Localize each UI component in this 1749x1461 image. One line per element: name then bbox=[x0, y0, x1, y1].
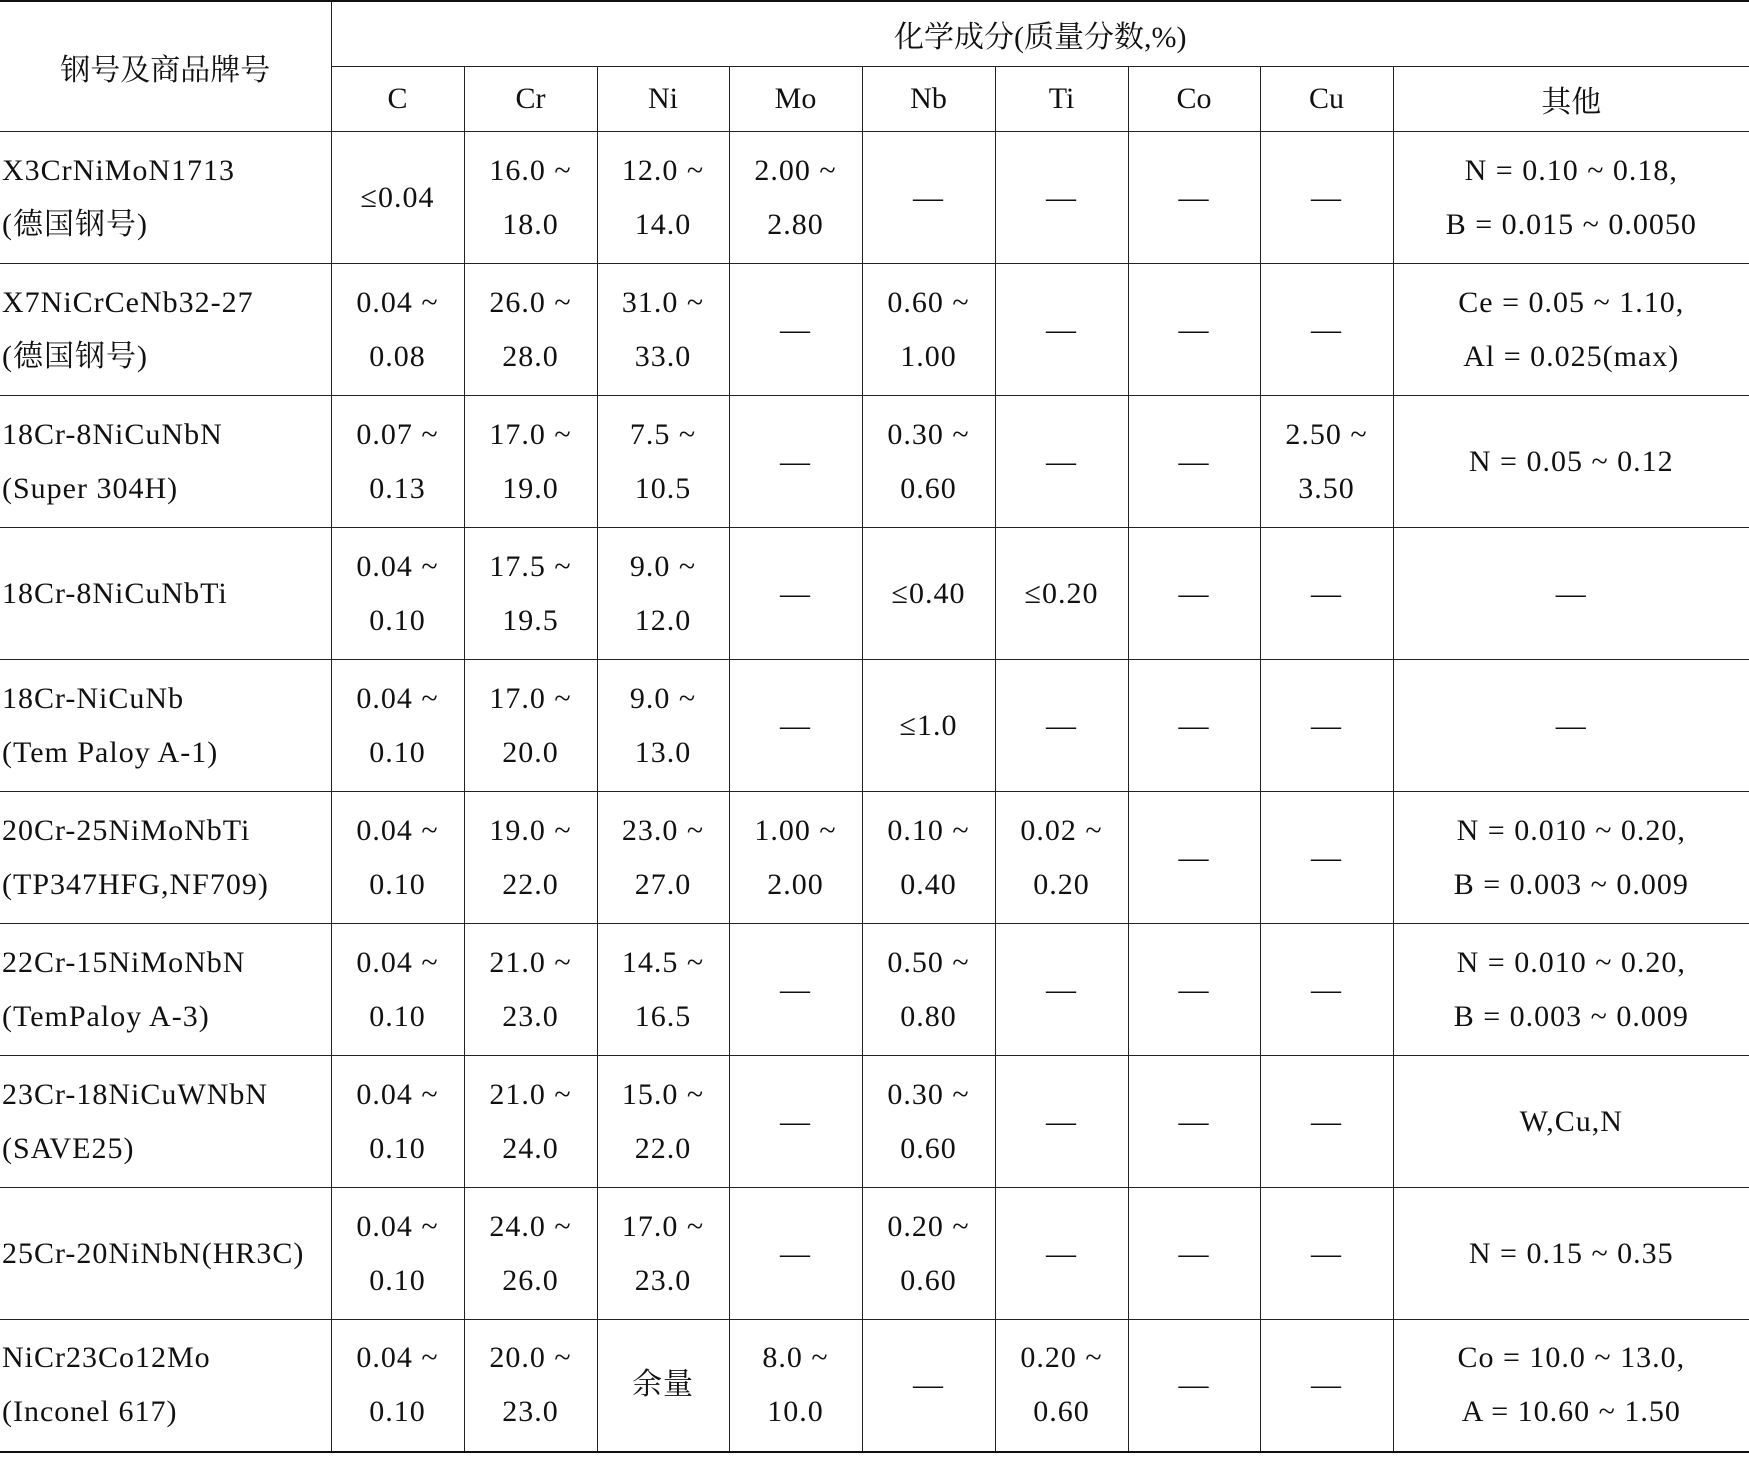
grade-line: 18Cr-8NiCuNbN bbox=[2, 417, 223, 451]
cell-ti bbox=[995, 132, 1128, 264]
cell-line: N = 0.010 ~ 0.20, bbox=[1456, 813, 1686, 847]
cell-nb bbox=[862, 792, 995, 924]
cell-line: 0.04 ~ bbox=[356, 681, 439, 715]
cell-line: 0.02 ~ bbox=[1020, 813, 1103, 847]
cell-line: 0.10 bbox=[369, 1395, 426, 1429]
cell-line: 31.0 ~ bbox=[621, 285, 705, 319]
cell-line: 17.0 ~ bbox=[621, 1209, 705, 1243]
cell-ti bbox=[995, 1320, 1128, 1452]
cell-mo bbox=[729, 132, 862, 264]
cell-line: 22.0 bbox=[502, 867, 559, 901]
cell-c bbox=[331, 660, 464, 792]
grade-cell bbox=[0, 1056, 331, 1188]
cell-ni bbox=[597, 924, 729, 1056]
cell-line: 2.00 ~ bbox=[754, 153, 837, 187]
cell-line: ≤1.0 bbox=[899, 708, 958, 742]
cell-line: 1.00 ~ bbox=[754, 813, 837, 847]
cell-co bbox=[1128, 924, 1260, 1056]
cell-cu bbox=[1260, 1056, 1393, 1188]
cell-line: 0.40 bbox=[900, 867, 957, 901]
cell-ni bbox=[597, 1188, 729, 1320]
cell-mo bbox=[729, 396, 862, 528]
cell-c bbox=[331, 924, 464, 1056]
header-row-group bbox=[0, 1, 1749, 67]
column-header-other: 其他 bbox=[1393, 67, 1749, 132]
cell-line: — bbox=[780, 1104, 811, 1138]
cell-cr bbox=[464, 924, 597, 1056]
grade-line: X7NiCrCeNb32-27 bbox=[2, 285, 254, 319]
cell-cr bbox=[464, 264, 597, 396]
cell-line: — bbox=[1046, 1236, 1077, 1270]
cell-line: — bbox=[1178, 1368, 1210, 1402]
cell-ti bbox=[995, 528, 1128, 660]
grade-line: 18Cr-8NiCuNbTi bbox=[2, 576, 228, 610]
cell-co bbox=[1128, 660, 1260, 792]
cell-mo bbox=[729, 924, 862, 1056]
cell-line: 2.80 bbox=[767, 207, 824, 241]
grade-line: (德国钢号) bbox=[2, 207, 148, 241]
cell-line: 0.10 bbox=[369, 603, 426, 637]
cell-ti bbox=[995, 660, 1128, 792]
grade-cell bbox=[0, 396, 331, 528]
grade-cell bbox=[0, 264, 331, 396]
cell-cr bbox=[464, 1056, 597, 1188]
cell-line: — bbox=[1046, 444, 1077, 478]
cell-line: — bbox=[780, 1236, 811, 1270]
cell-line: — bbox=[1311, 312, 1342, 346]
cell-cu bbox=[1260, 924, 1393, 1056]
cell-line: N = 0.10 ~ 0.18, bbox=[1464, 153, 1678, 187]
table-row bbox=[0, 132, 1749, 264]
cell-line: — bbox=[1046, 180, 1077, 214]
cell-ni bbox=[597, 528, 729, 660]
cell-cu bbox=[1260, 132, 1393, 264]
cell-line: — bbox=[1178, 180, 1210, 214]
cell-line: 24.0 bbox=[502, 1131, 559, 1165]
cell-c bbox=[331, 396, 464, 528]
cell-line: 0.60 bbox=[900, 1263, 957, 1297]
column-header-ti: Ti bbox=[995, 67, 1128, 132]
cell-line: 2.00 bbox=[767, 867, 824, 901]
cell-nb bbox=[862, 528, 995, 660]
cell-c bbox=[331, 1188, 464, 1320]
cell-line: — bbox=[1555, 708, 1587, 742]
grade-line: 18Cr-NiCuNb bbox=[2, 681, 185, 715]
cell-line: — bbox=[1178, 840, 1210, 874]
cell-line: — bbox=[1178, 1236, 1210, 1270]
cell-cu bbox=[1260, 396, 1393, 528]
cell-nb bbox=[862, 1320, 995, 1452]
cell-line: W,Cu,N bbox=[1519, 1104, 1623, 1138]
cell-line: — bbox=[1311, 1368, 1342, 1402]
cell-line: 0.30 ~ bbox=[887, 1077, 970, 1111]
cell-line: 0.04 ~ bbox=[356, 945, 439, 979]
grade-cell bbox=[0, 924, 331, 1056]
cell-line: 33.0 bbox=[634, 339, 692, 373]
cell-line: 0.04 ~ bbox=[356, 1077, 439, 1111]
cell-line: 18.0 bbox=[502, 207, 559, 241]
cell-line: — bbox=[1555, 576, 1587, 610]
cell-c bbox=[331, 1056, 464, 1188]
grade-cell bbox=[0, 1188, 331, 1320]
column-header-cu: Cu bbox=[1260, 67, 1393, 132]
cell-line: N = 0.05 ~ 0.12 bbox=[1468, 444, 1674, 478]
cell-other bbox=[1393, 1188, 1749, 1320]
cell-ni bbox=[597, 264, 729, 396]
cell-co bbox=[1128, 792, 1260, 924]
cell-line: 0.04 ~ bbox=[356, 549, 439, 583]
cell-line: 23.0 ~ bbox=[621, 813, 705, 847]
cell-line: — bbox=[1311, 840, 1342, 874]
cell-mo bbox=[729, 1320, 862, 1452]
column-header-mo: Mo bbox=[729, 67, 862, 132]
cell-line: 10.5 bbox=[634, 471, 692, 505]
table-row bbox=[0, 660, 1749, 792]
cell-line: 16.0 ~ bbox=[489, 153, 572, 187]
cell-line: 8.0 ~ bbox=[762, 1341, 829, 1375]
cell-line: 12.0 bbox=[634, 603, 692, 637]
cell-ni bbox=[597, 660, 729, 792]
cell-line: 14.5 ~ bbox=[621, 945, 705, 979]
cell-line: B = 0.015 ~ 0.0050 bbox=[1445, 207, 1697, 241]
grade-line: 23Cr-18NiCuWNbN bbox=[2, 1077, 269, 1111]
cell-cu bbox=[1260, 528, 1393, 660]
cell-line: N = 0.15 ~ 0.35 bbox=[1468, 1236, 1674, 1270]
table-row bbox=[0, 1056, 1749, 1188]
cell-line: — bbox=[780, 972, 811, 1006]
column-header-nb: Nb bbox=[862, 67, 995, 132]
cell-other bbox=[1393, 660, 1749, 792]
cell-ni bbox=[597, 396, 729, 528]
cell-co bbox=[1128, 132, 1260, 264]
cell-line: 0.04 ~ bbox=[356, 1209, 439, 1243]
cell-line: — bbox=[1178, 312, 1210, 346]
cell-line: 0.10 bbox=[369, 735, 426, 769]
cell-cr bbox=[464, 132, 597, 264]
cell-line: — bbox=[1311, 1236, 1342, 1270]
cell-line: 0.50 ~ bbox=[887, 945, 970, 979]
cell-cr bbox=[464, 792, 597, 924]
cell-line: 23.0 bbox=[502, 999, 559, 1033]
cell-nb bbox=[862, 924, 995, 1056]
cell-cu bbox=[1260, 792, 1393, 924]
cell-cr bbox=[464, 1188, 597, 1320]
cell-line: 12.0 ~ bbox=[621, 153, 705, 187]
cell-line: — bbox=[1178, 444, 1210, 478]
cell-co bbox=[1128, 264, 1260, 396]
table-row bbox=[0, 924, 1749, 1056]
cell-line: 19.5 bbox=[502, 603, 559, 637]
cell-other bbox=[1393, 924, 1749, 1056]
cell-ni bbox=[597, 1056, 729, 1188]
cell-line: 15.0 ~ bbox=[621, 1077, 705, 1111]
cell-line: Ce = 0.05 ~ 1.10, bbox=[1458, 285, 1685, 319]
column-header-cr: Cr bbox=[464, 67, 597, 132]
column-header-c: C bbox=[331, 67, 464, 132]
cell-line: 19.0 bbox=[502, 471, 559, 505]
cell-line: 19.0 ~ bbox=[489, 813, 572, 847]
cell-line: — bbox=[780, 312, 811, 346]
cell-line: 0.10 bbox=[369, 999, 426, 1033]
cell-mo bbox=[729, 528, 862, 660]
cell-cr bbox=[464, 1320, 597, 1452]
cell-line: 0.10 bbox=[369, 867, 426, 901]
grade-line: (Inconel 617) bbox=[2, 1395, 178, 1429]
table-row bbox=[0, 528, 1749, 660]
cell-ti bbox=[995, 264, 1128, 396]
cell-nb bbox=[862, 396, 995, 528]
cell-line: ≤0.20 bbox=[1024, 576, 1099, 610]
table-row bbox=[0, 264, 1749, 396]
cell-cu bbox=[1260, 1188, 1393, 1320]
cell-line: 21.0 ~ bbox=[489, 1077, 572, 1111]
grade-cell bbox=[0, 132, 331, 264]
cell-other bbox=[1393, 1320, 1749, 1452]
cell-other bbox=[1393, 792, 1749, 924]
cell-co bbox=[1128, 396, 1260, 528]
cell-line: 0.13 bbox=[369, 471, 426, 505]
cell-line: — bbox=[1311, 180, 1342, 214]
grade-line: NiCr23Co12Mo bbox=[2, 1341, 211, 1375]
cell-line: 28.0 bbox=[502, 339, 559, 373]
cell-nb bbox=[862, 1188, 995, 1320]
cell-line: 13.0 bbox=[634, 735, 692, 769]
cell-co bbox=[1128, 528, 1260, 660]
cell-mo bbox=[729, 792, 862, 924]
cell-line: — bbox=[1178, 972, 1210, 1006]
cell-line: ≤0.40 bbox=[891, 576, 966, 610]
cell-line: 17.5 ~ bbox=[489, 549, 572, 583]
cell-line: 0.20 ~ bbox=[1020, 1341, 1103, 1375]
grade-line: (Super 304H) bbox=[2, 471, 179, 505]
cell-cu bbox=[1260, 264, 1393, 396]
cell-ti bbox=[995, 1056, 1128, 1188]
cell-line: 22.0 bbox=[634, 1131, 692, 1165]
cell-line: — bbox=[1046, 972, 1077, 1006]
cell-line: 0.10 bbox=[369, 1131, 426, 1165]
table-row bbox=[0, 792, 1749, 924]
cell-nb bbox=[862, 1056, 995, 1188]
cell-cr bbox=[464, 660, 597, 792]
cell-line: 0.30 ~ bbox=[887, 417, 970, 451]
cell-line: 20.0 bbox=[502, 735, 559, 769]
cell-line: 9.0 ~ bbox=[629, 681, 697, 715]
cell-line: — bbox=[1311, 1104, 1342, 1138]
cell-mo bbox=[729, 660, 862, 792]
grade-line: X3CrNiMoN1713 bbox=[2, 153, 236, 187]
table-row bbox=[0, 1188, 1749, 1320]
cell-mo bbox=[729, 1188, 862, 1320]
grade-line: (德国钢号) bbox=[2, 339, 148, 373]
cell-line: 23.0 bbox=[634, 1263, 692, 1297]
cell-line: 0.20 bbox=[1033, 867, 1090, 901]
cell-line: — bbox=[1046, 312, 1077, 346]
cell-c bbox=[331, 132, 464, 264]
cell-line: 0.80 bbox=[900, 999, 957, 1033]
cell-c bbox=[331, 528, 464, 660]
cell-line: 1.00 bbox=[900, 339, 957, 373]
cell-line: 2.50 ~ bbox=[1285, 417, 1368, 451]
cell-line: 24.0 ~ bbox=[489, 1209, 572, 1243]
cell-cu bbox=[1260, 660, 1393, 792]
cell-line: 26.0 ~ bbox=[489, 285, 572, 319]
cell-line: 20.0 ~ bbox=[489, 1341, 572, 1375]
cell-c bbox=[331, 264, 464, 396]
cell-line: — bbox=[1046, 708, 1077, 742]
cell-line: 7.5 ~ bbox=[629, 417, 697, 451]
cell-cu bbox=[1260, 1320, 1393, 1452]
cell-line: — bbox=[1311, 708, 1342, 742]
cell-line: ≤0.04 bbox=[360, 180, 435, 214]
cell-mo bbox=[729, 264, 862, 396]
cell-line: 0.04 ~ bbox=[356, 813, 439, 847]
cell-nb bbox=[862, 132, 995, 264]
cell-ti bbox=[995, 792, 1128, 924]
cell-line: 27.0 bbox=[634, 867, 692, 901]
cell-line: — bbox=[1311, 576, 1342, 610]
cell-line: — bbox=[1046, 1104, 1077, 1138]
cell-co bbox=[1128, 1320, 1260, 1452]
grade-column-header: 钢号及商品牌号 bbox=[0, 1, 331, 132]
cell-other bbox=[1393, 132, 1749, 264]
cell-line: — bbox=[780, 576, 811, 610]
cell-ni bbox=[597, 1320, 729, 1452]
cell-other bbox=[1393, 528, 1749, 660]
cell-line: 0.10 ~ bbox=[887, 813, 970, 847]
cell-line: 3.50 bbox=[1298, 471, 1355, 505]
cell-line: — bbox=[780, 444, 811, 478]
cell-line: — bbox=[1178, 576, 1210, 610]
grade-line: 25Cr-20NiNbN(HR3C) bbox=[2, 1236, 305, 1270]
grade-line: 22Cr-15NiMoNbN bbox=[2, 945, 246, 979]
cell-line: 17.0 ~ bbox=[489, 681, 572, 715]
cell-line: 23.0 bbox=[502, 1395, 559, 1429]
cell-other bbox=[1393, 264, 1749, 396]
cell-line: — bbox=[1311, 972, 1342, 1006]
cell-line: 余量 bbox=[632, 1368, 694, 1402]
cell-line: 0.60 bbox=[900, 1131, 957, 1165]
cell-line: 0.60 bbox=[1033, 1395, 1090, 1429]
cell-ni bbox=[597, 132, 729, 264]
cell-line: 0.60 bbox=[900, 471, 957, 505]
cell-line: 14.0 bbox=[634, 207, 692, 241]
cell-other bbox=[1393, 1056, 1749, 1188]
table-row bbox=[0, 1320, 1749, 1452]
cell-nb bbox=[862, 660, 995, 792]
grade-line: (Tem Paloy A-1) bbox=[2, 735, 219, 769]
cell-line: 0.04 ~ bbox=[356, 285, 439, 319]
cell-cr bbox=[464, 396, 597, 528]
grade-line: 20Cr-25NiMoNbTi bbox=[2, 813, 251, 847]
cell-line: Al = 0.025(max) bbox=[1463, 339, 1680, 373]
cell-line: 0.60 ~ bbox=[887, 285, 970, 319]
cell-line: Co = 10.0 ~ 13.0, bbox=[1457, 1341, 1686, 1375]
table-row bbox=[0, 396, 1749, 528]
cell-line: — bbox=[913, 180, 944, 214]
column-header-ni: Ni bbox=[597, 67, 729, 132]
grade-line: (TP347HFG,NF709) bbox=[2, 867, 269, 901]
cell-line: 10.0 bbox=[767, 1395, 824, 1429]
table-body bbox=[0, 132, 1749, 1452]
cell-line: 0.04 ~ bbox=[356, 1341, 439, 1375]
cell-c bbox=[331, 1320, 464, 1452]
column-header-co: Co bbox=[1128, 67, 1260, 132]
cell-ti bbox=[995, 924, 1128, 1056]
cell-ti bbox=[995, 396, 1128, 528]
cell-c bbox=[331, 792, 464, 924]
cell-line: N = 0.010 ~ 0.20, bbox=[1456, 945, 1686, 979]
cell-line: 21.0 ~ bbox=[489, 945, 572, 979]
cell-mo bbox=[729, 1056, 862, 1188]
grade-cell bbox=[0, 1320, 331, 1452]
cell-line: B = 0.003 ~ 0.009 bbox=[1453, 867, 1689, 901]
cell-line: — bbox=[1178, 708, 1210, 742]
cell-line: 16.5 bbox=[634, 999, 692, 1033]
cell-nb bbox=[862, 264, 995, 396]
cell-co bbox=[1128, 1056, 1260, 1188]
composition-group-header: 化学成分(质量分数,%) bbox=[331, 1, 1749, 67]
cell-line: 26.0 bbox=[502, 1263, 559, 1297]
cell-line: — bbox=[1178, 1104, 1210, 1138]
cell-line: A = 10.60 ~ 1.50 bbox=[1461, 1395, 1681, 1429]
cell-line: 0.07 ~ bbox=[356, 417, 439, 451]
grade-cell bbox=[0, 528, 331, 660]
cell-co bbox=[1128, 1188, 1260, 1320]
cell-line: 17.0 ~ bbox=[489, 417, 572, 451]
cell-line: 0.08 bbox=[369, 339, 426, 373]
cell-line: 0.10 bbox=[369, 1263, 426, 1297]
cell-ni bbox=[597, 792, 729, 924]
grade-line: (SAVE25) bbox=[2, 1131, 135, 1165]
cell-line: — bbox=[913, 1368, 944, 1402]
cell-line: 9.0 ~ bbox=[629, 549, 697, 583]
cell-line: 0.20 ~ bbox=[887, 1209, 970, 1243]
cell-other bbox=[1393, 396, 1749, 528]
cell-cr bbox=[464, 528, 597, 660]
grade-cell bbox=[0, 792, 331, 924]
cell-line: B = 0.003 ~ 0.009 bbox=[1453, 999, 1689, 1033]
cell-ti bbox=[995, 1188, 1128, 1320]
grade-line: (TemPaloy A-3) bbox=[2, 999, 210, 1033]
cell-line: — bbox=[780, 708, 811, 742]
grade-cell bbox=[0, 660, 331, 792]
